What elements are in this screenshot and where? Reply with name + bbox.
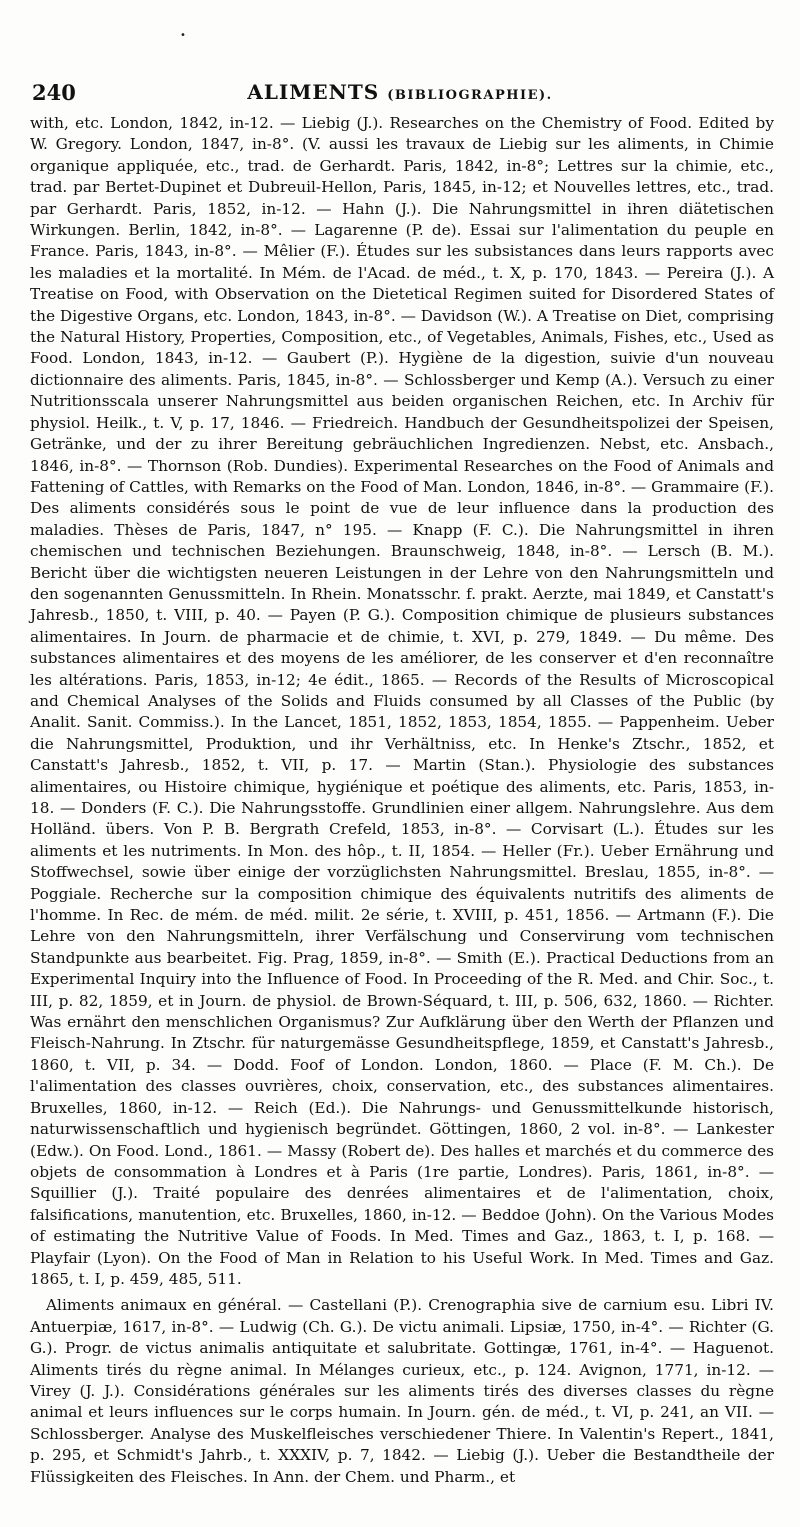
- print-mark: •: [180, 30, 186, 41]
- bibliography-body: [30, 113, 774, 1488]
- running-head: [30, 80, 770, 104]
- page-header: [30, 80, 770, 110]
- running-title: ALIMENTS: [247, 80, 380, 104]
- running-subtitle: (BIBLIOGRAPHIE).: [387, 88, 553, 103]
- bibliography-paragraph: Aliments animaux en général. — Castellani (P.). Crenographia sive de carnium esu. Libri IV. Antuerpiæ, 1617, in-8°. — Ludwig (Ch. G.). De victu animali. Lipsiæ, 1750, in-4°. — Richter (G. G.). Progr. de victus animalis antiquitate et salubritate. Gottingæ, 1761, in-4°. — Haguenot. Aliments tirés du règne animal. In Mélanges curieux, etc., p. 124. Avignon, 1771, in-12. — Virey (J. J.). Considérations générales sur les aliments tirés des diverses classes du règne animal et leurs influences sur le corps humain. In Journ. gén. de méd., t. VI, p. 241, an VII. — Schlossberger. Analyse des Muskelfleisches verschiedener Thiere. In Valentin's Repert., 1841, p. 295, et Schmidt's Jahrb., t. XXXIV, p. 7, 1842. — Liebig (J.). Ueber die Bestandtheile der Flüssigkeiten des Fleisches. In Ann. der Chem. und Pharm., et: [30, 1296, 774, 1486]
- page-number: 240: [32, 80, 76, 105]
- bibliography-paragraph: with, etc. London, 1842, in-12. — Liebig (J.). Researches on the Chemistry of Food. Edited by W. Gregory. London, 1847, in-8°. (V. aussi les travaux de Liebig sur les aliments, in Chimie organique appliquée, etc., trad. de Gerhardt. Paris, 1842, in-8°; Lettres sur la chimie, etc., trad. par Bertet-Dupinet et Dubreuil-Hellon, Paris, 1845, in-12; et Nouvelles lettres, etc., trad. par Gerhardt. Paris, 1852, in-12. — Hahn (J.). Die Nahrungsmittel in ihren diätetischen Wirkungen. Berlin, 1842, in-8°. — Lagarenne (P. de). Essai sur l'alimentation du peuple en France. Paris, 1843, in-8°. — Mêlier (F.). Études sur les subsistances dans leurs rapports avec les maladies et la mortalité. In Mém. de l'Acad. de méd., t. X, p. 170, 1843. — Pereira (J.). A Treatise on Food, with Observation on the Dietetical Regimen suited for Disordered States of the Digestive Organs, etc. London, 1843, in-8°. — Davidson (W.). A Treatise on Diet, comprising the Natural History, Properties, Composition, etc., of Vegetables, Animals, Fishes, etc., Used as Food. London, 1843, in-12. — Gaubert (P.). Hygiène de la digestion, suivie d'un nouveau dictionnaire des aliments. Paris, 1845, in-8°. — Schlossberger und Kemp (A.). Versuch zu einer Nutritionsscala unserer Nahrungsmittel aus beiden organischen Reichen, etc. In Archiv für physiol. Heilk., t. V, p. 17, 1846. — Friedreich. Handbuch der Gesundheitspolizei der Speisen, Getränke, und der zu ihrer Bereitung gebräuchlichen Ingredienzen. Nebst, etc. Ansbach., 1846, in-8°. — Thornson (Rob. Dundies). Experimental Researches on the Food of Animals and Fattening of Cattles, with Remarks on the Food of Man. London, 1846, in-8°. — Grammaire (F.). Des aliments considérés sous le point de vue de leur influence dans la production des maladies. Thèses de Paris, 1847, n° 195. — Knapp (F. C.). Die Nahrungsmittel in ihren chemischen und technischen Beziehungen. Braunschweig, 1848, in-8°. — Lersch (B. M.). Bericht über die wichtigsten neueren Leistungen in der Lehre von den Nahrungsmitteln und den sogenannten Genussmitteln. In Rhein. Monatsschr. f. prakt. Aerzte, mai 1849, et Canstatt's Jahresb., 1850, t. VIII, p. 40. — Payen (P. G.). Composition chimique de plusieurs substances alimentaires. In Journ. de pharmacie et de chimie, t. XVI, p. 279, 1849. — Du même. Des substances alimentaires et des moyens de les améliorer, de les conserver et d'en reconnaître les altérations. Paris, 1853, in-12; 4e édit., 1865. — Records of the Results of Microscopical and Chemical Analyses of the Solids and Fluids consumed by all Classes of the Public (by Analit. Sanit. Commiss.). In the Lancet, 1851, 1852, 1853, 1854, 1855. — Pappenheim. Ueber die Nahrungsmittel, Produktion, und ihr Verhältniss, etc. In Henke's Ztschr., 1852, et Canstatt's Jahresb., 1852, t. VII, p. 17. — Martin (Stan.). Physiologie des substances alimentaires, ou Histoire chimique, hygiénique et poétique des aliments, etc. Paris, 1853, in-18. — Donders (F. C.). Die Nahrungsstoffe. Grundlinien einer allgem. Nahrungslehre. Aus dem Holländ. übers. Von P. B. Bergrath Crefeld, 1853, in-8°. — Corvisart (L.). Études sur les aliments et les nutriments. In Mon. des hôp., t. II, 1854. — Heller (Fr.). Ueber Ernährung und Stoffwechsel, sowie über einige der vorzüglichsten Nahrungsmittel. Breslau, 1855, in-8°. — Poggiale. Recherche sur la composition chimique des équivalents nutritifs des aliments de l'homme. In Rec. de mém. de méd. milit. 2e série, t. XVIII, p. 451, 1856. — Artmann (F.). Die Lehre von den Nahrungsmitteln, ihrer Verfälschung und Conservirung vom technischen Standpunkte aus bearbeitet. Fig. Prag, 1859, in-8°. — Smith (E.). Practical Deductions from an Experimental Inquiry into the Influence of Food. In Proceeding of the R. Med. and Chir. Soc., t. III, p. 82, 1859, et in Journ. de physiol. de Brown-Séquard, t. III, p. 506, 632, 1860. — Richter. Was ernährt den menschlichen Organismus? Zur Aufklärung über den Werth der Pflanzen und Fleisch-Nahrung. In Ztschr. für naturgemässe Gesundheitspflege, 1859, et Canstatt's Jahresb., 1860, t. VII, p. 34. — Dodd. Foof of London. London, 1860. — Place (F. M. Ch.). De l'alimentation des classes ouvrières, choix, conservation, etc., des substances alimentaires. Bruxelles, 1860, in-12. — Reich (Ed.). Die Nahrungs- und Genussmittelkunde historisch, naturwissenschaftlich und hygienisch begründet. Göttingen, 1860, 2 vol. in-8°. — Lankester (Edw.). On Food. Lond., 1861. — Massy (Robert de). Des halles et marchés et du commerce des objets de consommation à Londres et à Paris (1re partie, Londres). Paris, 1861, in-8°. — Squillier (J.). Traité populaire des denrées alimentaires et de l'alimentation, choix, falsifications, manutention, etc. Bruxelles, 1860, in-12. — Beddoe (John). On the Various Modes of estimating the Nutritive Value of Foods. In Med. Times and Gaz., 1863, t. I, p. 168. — Playfair (Lyon). On the Food of Man in Relation to his Useful Work. In Med. Times and Gaz. 1865, t. I, p. 459, 485, 511.: [30, 114, 774, 1288]
